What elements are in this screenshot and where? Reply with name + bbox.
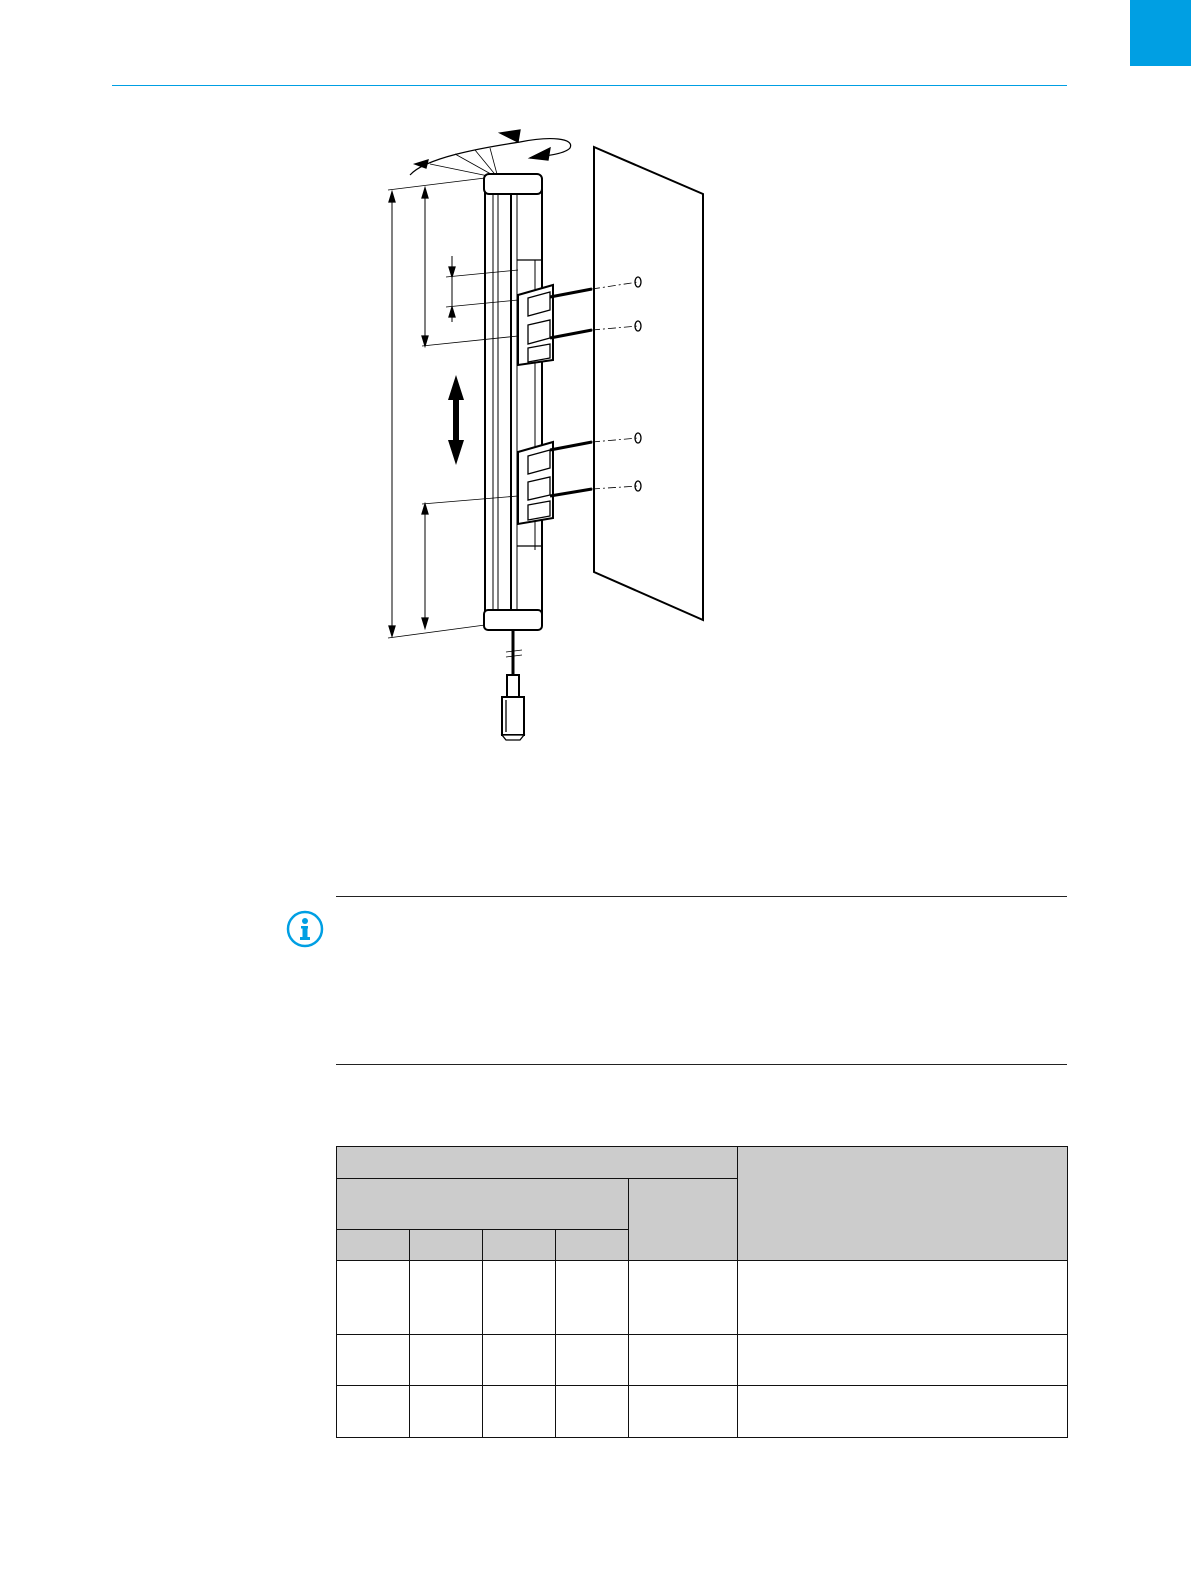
table-cell (629, 1261, 738, 1335)
bottom-cap (484, 610, 542, 630)
table-cell (483, 1261, 556, 1335)
sensor-housing (485, 176, 542, 627)
lower-pin-2 (550, 489, 592, 496)
table-header-cell (483, 1230, 556, 1261)
connector (507, 675, 519, 697)
rotation-arrow-head-2 (530, 148, 550, 160)
table-header-cell (556, 1230, 629, 1261)
table-cell (410, 1335, 483, 1386)
table-cell (483, 1386, 556, 1438)
table-cell (738, 1261, 1068, 1335)
upper-pin-2 (550, 330, 592, 338)
table-cell (483, 1335, 556, 1386)
note-bottom-rule (336, 1064, 1067, 1065)
table-row (337, 1386, 1068, 1438)
note-top-rule (336, 896, 1067, 897)
table-cell (556, 1386, 629, 1438)
table-header-cell (337, 1147, 738, 1179)
table-cell (629, 1386, 738, 1438)
table-cell (556, 1261, 629, 1335)
angle-arrow-left (415, 160, 428, 168)
table-cell (629, 1335, 738, 1386)
table-row (337, 1261, 1068, 1335)
table-row (337, 1335, 1068, 1386)
upper-pin-1 (550, 289, 592, 297)
table-cell (337, 1335, 410, 1386)
top-cap (484, 174, 542, 194)
table-cell (410, 1261, 483, 1335)
table-header-row (337, 1147, 1068, 1179)
table-header-cell (629, 1179, 738, 1261)
wall-panel (594, 147, 703, 620)
rotation-arrow-head-1 (500, 130, 520, 142)
table-cell (738, 1335, 1068, 1386)
info-icon (285, 909, 325, 949)
table-cell (410, 1386, 483, 1438)
page-corner-tab (1130, 0, 1191, 66)
table-header-cell (738, 1147, 1068, 1261)
lower-pin-1 (550, 442, 592, 450)
table-cell (556, 1335, 629, 1386)
spec-table (336, 1146, 1068, 1438)
mounting-figure (370, 120, 720, 760)
table-header-cell (337, 1230, 410, 1261)
table-cell (337, 1386, 410, 1438)
table-header-cell (337, 1179, 629, 1230)
adjust-double-arrow (448, 375, 464, 465)
table-cell (337, 1261, 410, 1335)
mounting-diagram-svg (370, 120, 720, 760)
table-cell (738, 1386, 1068, 1438)
table-header-cell (410, 1230, 483, 1261)
header-rule (112, 85, 1067, 86)
